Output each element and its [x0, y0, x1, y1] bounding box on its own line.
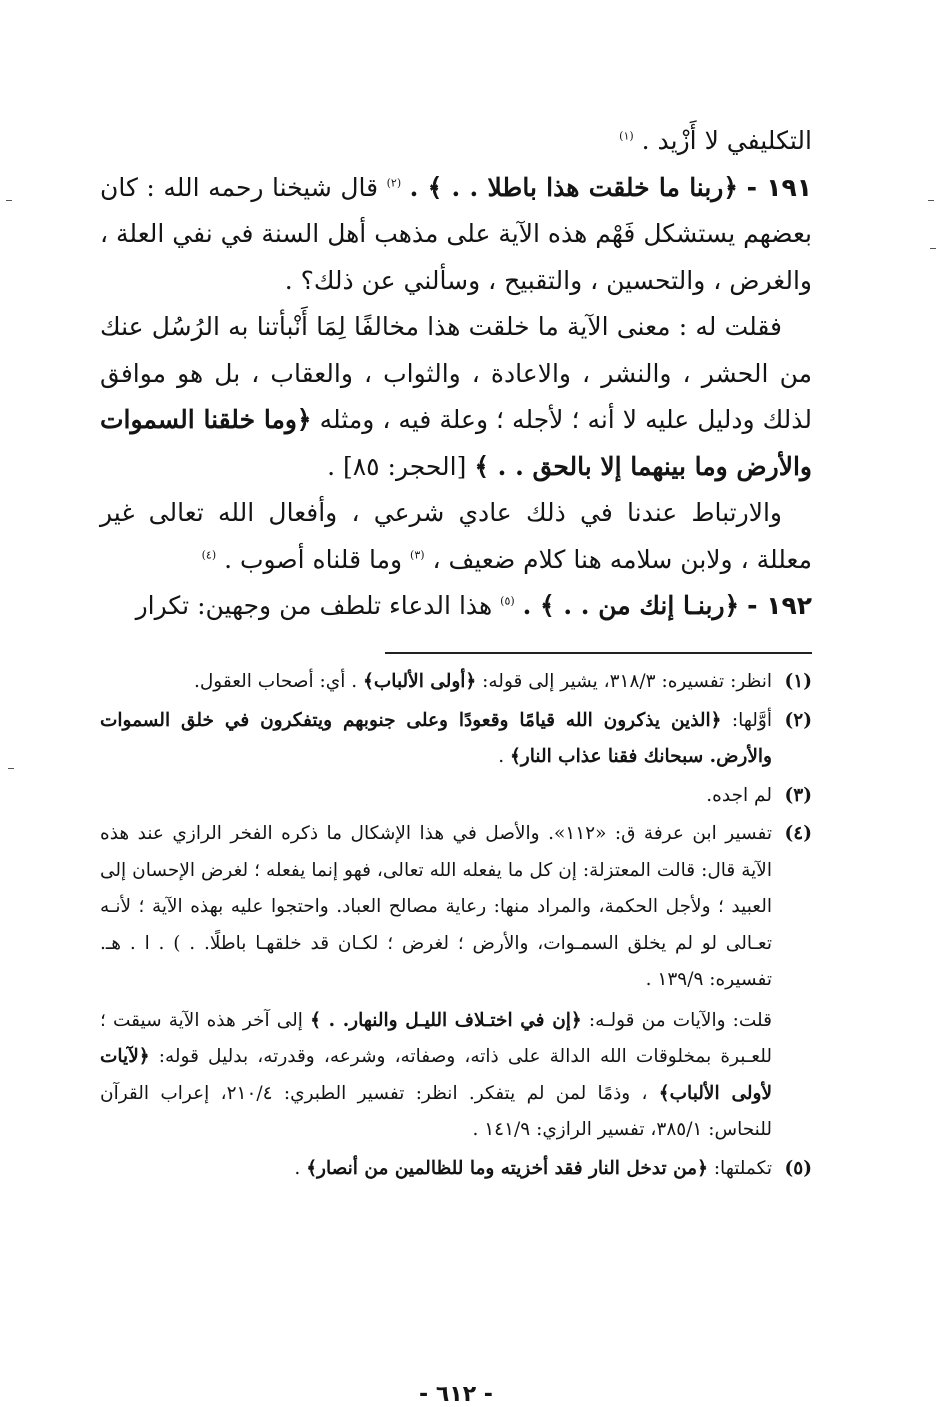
footnote-4-para-1: تفسير ابن عرفة ق: «١١٢». والأصل في هذا الإشكال ما ذكره الفخر الرازي عند هذه الآية قال: قالت المعتزلة: إن كل ما يفعله الله تعالى، فهو إنما يفعله ؛ لغرض الإحسان إلى العبيد ؛ ولأجل الحكمة، والمراد منها: رعاية مصالح العباد. واحتجوا عليه بهذه الآية ؛ لأنـه تعـالى لو لم يخلق السمـوات، والأرض ؛ لغرض ؛ لكـان قد خلقهـا باطلًا. . ) . ا . هـ. تفسيره: ١٣٩/٩ . — [100, 823, 773, 990]
footnote-separator — [385, 652, 812, 654]
footnote-label: (٢) — [784, 709, 812, 731]
scan-mark — [928, 200, 934, 201]
paragraph-192: ١٩٢ - ﴿ربنـا إنك من . . ﴾ . $^{(٥)}$ هذا الدعاء تلطف من وجهين: تكرار — [135, 591, 812, 620]
main-text — [100, 118, 812, 630]
footnote-label: (١) — [784, 671, 812, 692]
scan-mark — [6, 200, 12, 201]
footnote-label: (٣) — [784, 784, 812, 806]
entry-number-192: ١٩٢ - — [747, 591, 812, 620]
quran-verse: ﴿ربنا ما خلقت هذا باطلا . . ﴾ . — [409, 172, 739, 202]
paragraph-answer: فقلت له : معنى الآية ما خلقت هذا مخالفًا لِمَا أَنْبأتنا به الرُسُل عنك من الحشر ، والنشر ، والاعادة ، والثواب ، والعقاب ، بل هو موافق لذلك ودليل عليه لا أنه ؛ لأجله ؛ وعلة فيه ، ومثله ﴿وما خلقنا السموات والأرض وما بينهما إلا بالحق . . ﴾ [الحجر: ٨٥] . — [100, 312, 812, 481]
quran-verse: ﴿وما خلقنا السموات والأرض وما بينهما إلا بالحق . . ﴾ — [100, 405, 812, 481]
footnote-5: (٥) تكملتها: ﴿من تدخل النار فقد أخزيته وما للظالمين من أنصار﴾ . — [100, 1151, 812, 1188]
page-number: - ٦١٢ - — [419, 1382, 493, 1407]
footnote-1: (١) انظر: تفسيره: ٣١٨/٣، يشير إلى قوله: ﴿أولى الألباب﴾ . أي: أصحاب العقول. — [100, 664, 812, 701]
entry-number-191: ١٩١ - — [746, 172, 813, 202]
continuation-line: التكليفي لا أَزْيد . $^{(١)}$ — [619, 126, 812, 155]
footnote-4 — [100, 816, 812, 1149]
paragraph-191: ١٩١ - ﴿ربنا ما خلقت هذا باطلا . . ﴾ . $^{(٢)}$ قال شيخنا رحمه الله : كان بعضهم يستشكل فَهْم هذه الآية على مذهب أهل السنة في نفي العلة ، والغرض ، والتحسين ، والتقبيح ، وسألني عن ذلك؟ . — [100, 172, 813, 295]
scan-mark — [8, 768, 14, 769]
footnote-4-para-2: قلت: والآيات من قولـه: ﴿إن في اختـلاف الليـل والنهار. . ﴾ إلى آخر هذه الآية سيقت ؛ للعـبرة بمخلوقات الله الدالة على ذاته، وصفاته، وشرعه، وقدرته، بدليل قوله: ﴿لآيات لأولى الألباب﴾ ، وذمًا لمن لم يتفكر. انظر: تفسير الطبري: ٢١٠/٤، إعراب القرآن للنحاس: ٣٨٥/١، تفسير الرازي: ١٤١/٩ . — [100, 1009, 773, 1140]
footnote-ref-3[interactable]: (٣) — [410, 548, 425, 562]
verse-reference: [الحجر: ٨٥] . — [327, 451, 467, 481]
footnote-label: (٥) — [784, 1157, 812, 1179]
footnote-ref-1[interactable]: (١) — [619, 129, 634, 143]
footnote-2: (٢) أوَّلها: ﴿الذين يذكرون الله قيامًا وقعودًا وعلى جنوبهم ويتفكرون في خلق السموات والأرض. سبحانك فقنا عذاب النار﴾ . — [100, 703, 812, 776]
footnote-3: (٣) لم اجده. — [100, 778, 812, 815]
footnote-ref-5[interactable]: (٥) — [500, 594, 515, 608]
paragraph-irtibat: والارتباط عندنا في ذلك عادي شرعي ، وأفعال الله تعالى غير معللة ، ولابن سلامه هنا كلام ضعيف ، $^{(٣)}$ وما قلناه أصوب . $^{(٤)}$ — [100, 498, 812, 574]
quran-verse: ﴿ربنـا إنك من . . ﴾ . — [522, 591, 740, 620]
footnote-ref-4[interactable]: (٤) — [201, 548, 217, 562]
footnote-ref-2[interactable]: (٢) — [386, 176, 402, 190]
footnotes — [100, 664, 812, 1189]
scan-mark — [930, 248, 936, 249]
footnote-label: (٤) — [784, 823, 812, 844]
book-page — [100, 118, 813, 1407]
